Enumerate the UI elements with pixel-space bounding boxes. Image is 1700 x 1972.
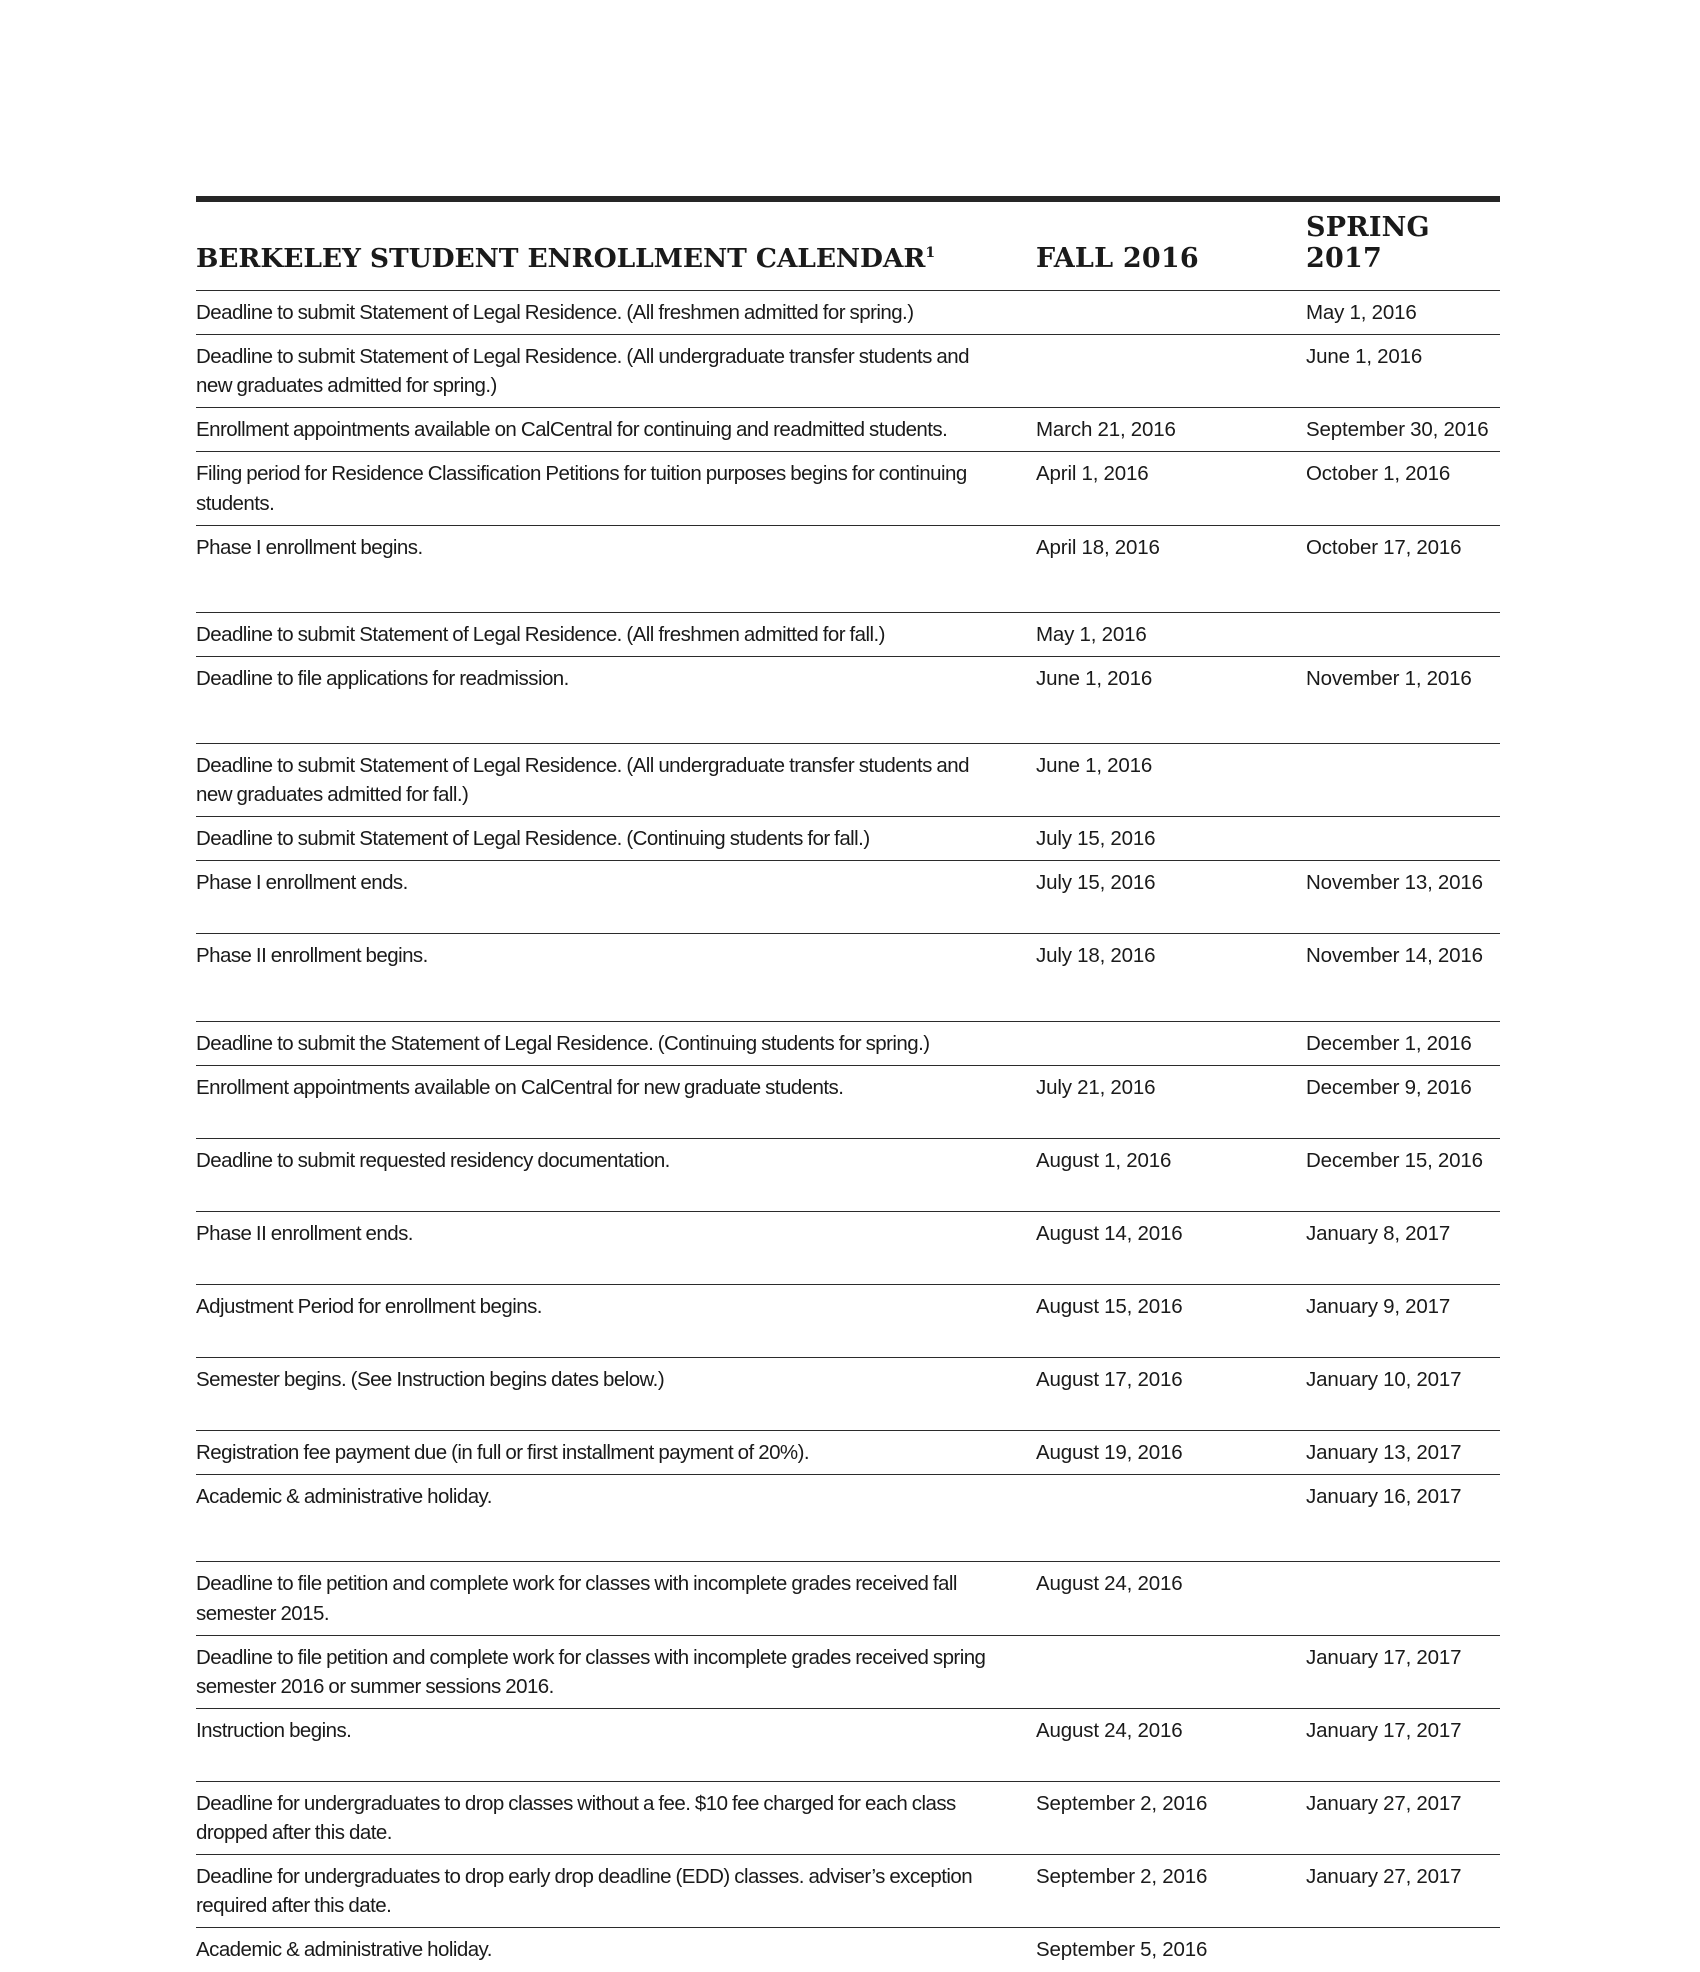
column-header-spring: SPRING 2017 (1306, 212, 1430, 274)
row-spring-date: November 13, 2016 (1306, 871, 1483, 895)
row-description: Enrollment appointments available on CalCentral for new graduate students. (196, 1075, 844, 1099)
row-spring-date: January 8, 2017 (1306, 1221, 1451, 1245)
table-row (196, 1065, 1500, 1138)
row-spring-date: October 1, 2016 (1306, 462, 1451, 486)
row-description: Adjustment Period for enrollment begins. (196, 1294, 542, 1318)
row-fall-date (1032, 335, 1300, 408)
row-fall-date (1032, 1021, 1300, 1065)
table-row (196, 335, 1500, 408)
row-spring-date: October 17, 2016 (1306, 535, 1462, 559)
row-fall-date: March 21, 2016 (1036, 418, 1176, 442)
row-spring-date (1300, 612, 1500, 656)
row-description: Semester begins. (See Instruction begins dates below.) (196, 1368, 665, 1392)
table-row (196, 1431, 1500, 1475)
row-description: Deadline to submit Statement of Legal Residence. (All freshmen admitted for fall.) (196, 622, 885, 646)
row-description: Phase II enrollment ends. (196, 1221, 413, 1245)
table-row (196, 612, 1500, 656)
table-row (196, 452, 1500, 525)
row-fall-date (1032, 1635, 1300, 1708)
title-footnote-marker: 1 (925, 245, 935, 262)
row-fall-date: July 21, 2016 (1036, 1075, 1156, 1099)
row-description: Deadline to file applications for readmission. (196, 666, 569, 690)
row-spring-date: November 1, 2016 (1306, 666, 1472, 690)
row-fall-date: July 15, 2016 (1036, 827, 1156, 851)
row-spring-date (1300, 743, 1500, 816)
row-spring-date: December 9, 2016 (1306, 1075, 1472, 1099)
header-row (196, 202, 1500, 291)
row-fall-date: September 2, 2016 (1036, 1791, 1208, 1815)
row-description: Phase I enrollment begins. (196, 535, 423, 559)
row-spring-date: November 14, 2016 (1306, 944, 1483, 968)
row-spring-date: January 13, 2017 (1306, 1441, 1462, 1465)
row-fall-date: June 1, 2016 (1036, 666, 1153, 690)
column-header-fall: FALL 2016 (1036, 243, 1199, 274)
row-spring-date: January 10, 2017 (1306, 1368, 1462, 1392)
row-fall-date (1032, 291, 1300, 335)
table-row (196, 1781, 1500, 1854)
table-row (196, 1284, 1500, 1357)
table-row (196, 1475, 1500, 1562)
row-spring-date (1300, 817, 1500, 861)
row-spring-date: January 9, 2017 (1306, 1294, 1451, 1318)
table-row (196, 408, 1500, 452)
row-spring-date (1300, 1562, 1500, 1635)
table-row (196, 1358, 1500, 1431)
row-description: Deadline to submit Statement of Legal Residence. (All undergraduate transfer students and new graduates admitted for spring.) (196, 345, 969, 398)
row-description: Academic & administrative holiday. (196, 1938, 492, 1962)
table-row (196, 525, 1500, 612)
table-row (196, 291, 1500, 335)
row-fall-date: August 19, 2016 (1036, 1441, 1183, 1465)
row-description: Phase II enrollment begins. (196, 944, 428, 968)
row-fall-date: August 14, 2016 (1036, 1221, 1183, 1245)
table-row (196, 1211, 1500, 1284)
row-fall-date: August 15, 2016 (1036, 1294, 1183, 1318)
row-fall-date: April 1, 2016 (1036, 462, 1149, 486)
table-row (196, 861, 1500, 934)
row-spring-date: January 17, 2017 (1306, 1718, 1462, 1742)
row-fall-date: July 18, 2016 (1036, 944, 1156, 968)
enrollment-calendar-table (196, 202, 1500, 1972)
page-title: BERKELEY STUDENT ENROLLMENT CALENDAR (196, 243, 926, 274)
row-description: Deadline for undergraduates to drop classes without a fee. $10 fee charged for each class dropped after this date. (196, 1791, 956, 1845)
table-header (196, 202, 1500, 291)
table-row (196, 1855, 1500, 1928)
table-row (196, 1635, 1500, 1708)
row-spring-date: January 27, 2017 (1306, 1865, 1462, 1889)
table-row (196, 934, 1500, 1021)
row-spring-date: June 1, 2016 (1306, 345, 1423, 369)
row-description: Deadline to submit requested residency documentation. (196, 1148, 670, 1172)
row-spring-date: December 15, 2016 (1306, 1148, 1483, 1172)
row-fall-date: August 24, 2016 (1036, 1572, 1183, 1596)
table-row (196, 817, 1500, 861)
row-spring-date: December 1, 2016 (1306, 1031, 1472, 1055)
row-spring-date: September 30, 2016 (1306, 418, 1489, 442)
row-fall-date: August 17, 2016 (1036, 1368, 1183, 1392)
row-fall-date: May 1, 2016 (1036, 622, 1147, 646)
enrollment-calendar (196, 196, 1500, 1972)
row-fall-date: July 15, 2016 (1036, 871, 1156, 895)
row-fall-date: April 18, 2016 (1036, 535, 1160, 559)
row-description: Deadline to submit Statement of Legal Residence. (Continuing students for fall.) (196, 827, 870, 851)
row-description: Academic & administrative holiday. (196, 1485, 492, 1509)
row-description: Deadline to file petition and complete work for classes with incomplete grades received spring semester 2016 or summer sessions 2016. (196, 1645, 986, 1698)
column-header-description (196, 202, 1032, 291)
row-fall-date: August 24, 2016 (1036, 1718, 1183, 1742)
row-description: Phase I enrollment ends. (196, 871, 408, 895)
row-fall-date: August 1, 2016 (1036, 1148, 1172, 1172)
row-description: Deadline for undergraduates to drop early drop deadline (EDD) classes. adviser’s exception required after this date. (196, 1865, 973, 1918)
table-row (196, 656, 1500, 743)
row-fall-date: September 5, 2016 (1036, 1938, 1208, 1962)
row-description: Deadline to submit Statement of Legal Residence. (All undergraduate transfer students and new graduates admitted for fall.) (196, 753, 969, 807)
row-spring-date: May 1, 2016 (1306, 301, 1417, 324)
table-row (196, 743, 1500, 816)
row-spring-date: January 16, 2017 (1306, 1485, 1462, 1509)
row-spring-date: January 27, 2017 (1306, 1791, 1462, 1815)
row-fall-date: June 1, 2016 (1036, 753, 1153, 777)
row-spring-date (1300, 1928, 1500, 1972)
row-description: Instruction begins. (196, 1718, 352, 1742)
table-row (196, 1138, 1500, 1211)
row-fall-date: September 2, 2016 (1036, 1865, 1208, 1889)
row-description: Registration fee payment due (in full or first installment payment of 20%). (196, 1441, 810, 1465)
table-row (196, 1928, 1500, 1972)
table-row (196, 1708, 1500, 1781)
row-description: Deadline to submit the Statement of Legal Residence. (Continuing students for spring.) (196, 1031, 930, 1055)
row-fall-date (1032, 1475, 1300, 1562)
row-description: Enrollment appointments available on CalCentral for continuing and readmitted students. (196, 418, 948, 442)
row-description: Deadline to submit Statement of Legal Residence. (All freshmen admitted for spring.) (196, 301, 914, 324)
table-row (196, 1562, 1500, 1635)
table-row (196, 1021, 1500, 1065)
table-body (196, 291, 1500, 1972)
row-spring-date: January 17, 2017 (1306, 1645, 1462, 1669)
row-description: Deadline to file petition and complete work for classes with incomplete grades received fall semester 2015. (196, 1572, 957, 1625)
row-description: Filing period for Residence Classification Petitions for tuition purposes begins for continuing students. (196, 462, 967, 515)
